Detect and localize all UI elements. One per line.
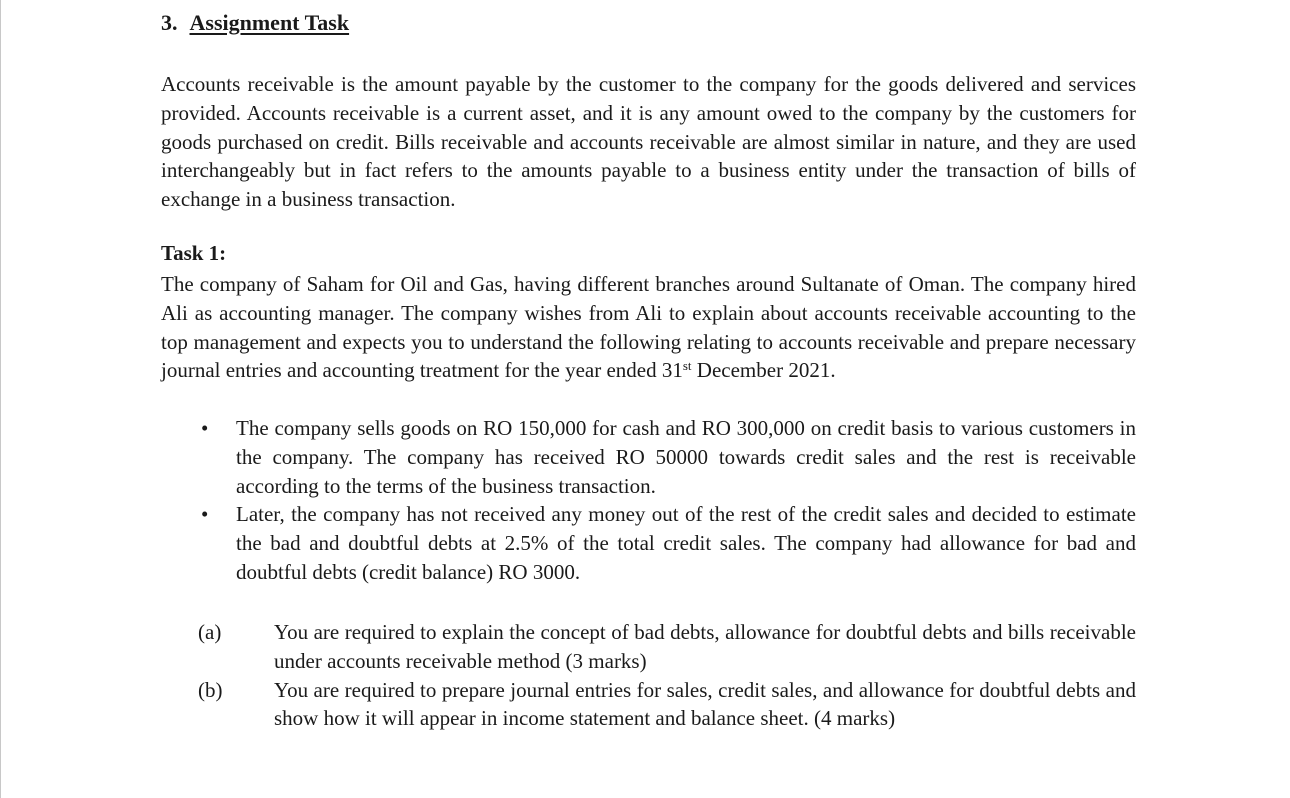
task-label: Task 1: — [161, 241, 227, 265]
section-heading — [161, 10, 349, 36]
bullet-item — [161, 500, 1136, 586]
part-label: (a) — [198, 620, 222, 644]
question-part-b — [161, 676, 1136, 734]
intro-paragraph: Accounts receivable is the amount payable by the customer to the company for the goods delivered and services provided. Accounts receivable is a current asset, and it is any amount owed to the company by the customers for goods purchased on credit. Bills receivable and accounts receivable are almost similar in nature, and they are used interchangeably but in fact refers to the amounts payable to a business entity under the transaction of bills of exchange in a business transaction. — [161, 72, 1136, 212]
task-description-date: December 2021. — [691, 358, 836, 383]
part-text: You are required to prepare journal entries for sales, credit sales, and allowance for doubtful debts and show how it will appear in income statement and balance sheet. (4 marks) — [274, 677, 1136, 731]
ordinal-suffix: st — [682, 358, 692, 374]
question-part-a — [161, 618, 1136, 676]
page-left-edge — [0, 0, 1, 798]
bullet-text: The company sells goods on RO 150,000 for cash and RO 300,000 on credit basis to various customers in the company. The company has received RO 50000 towards credit sales and the rest is receivable according to the terms of the business transaction. — [236, 416, 1136, 498]
part-label: (b) — [198, 677, 223, 702]
section-number: 3. — [161, 10, 178, 35]
bullet-dot-icon: • — [201, 502, 209, 527]
task-description — [161, 270, 1136, 385]
bullet-dot-icon: • — [201, 416, 209, 440]
bullet-list — [161, 414, 1136, 587]
bullet-item — [161, 414, 1136, 500]
task-description-text: The company of Saham for Oil and Gas, having different branches around Sultanate of Oman. The company hired Ali as accounting manager. The company wishes from Ali to explain about accounts receivable accounting to the top management and expects you to understand the following relating to accounts receivable and prepare necessary journal entries and accounting treatment for the year ended 31 — [161, 272, 1136, 383]
part-text: You are required to explain the concept of bad debts, allowance for doubtful debts and bills receivable under accounts receivable method (3 marks) — [274, 620, 1136, 673]
question-parts — [161, 618, 1136, 733]
bullet-text: Later, the company has not received any money out of the rest of the credit sales and decided to estimate the bad and doubtful debts at 2.5% of the total credit sales. The company had allowance for bad and doubtful debts (credit balance) RO 3000. — [236, 502, 1136, 584]
section-title: Assignment Task — [189, 10, 350, 35]
